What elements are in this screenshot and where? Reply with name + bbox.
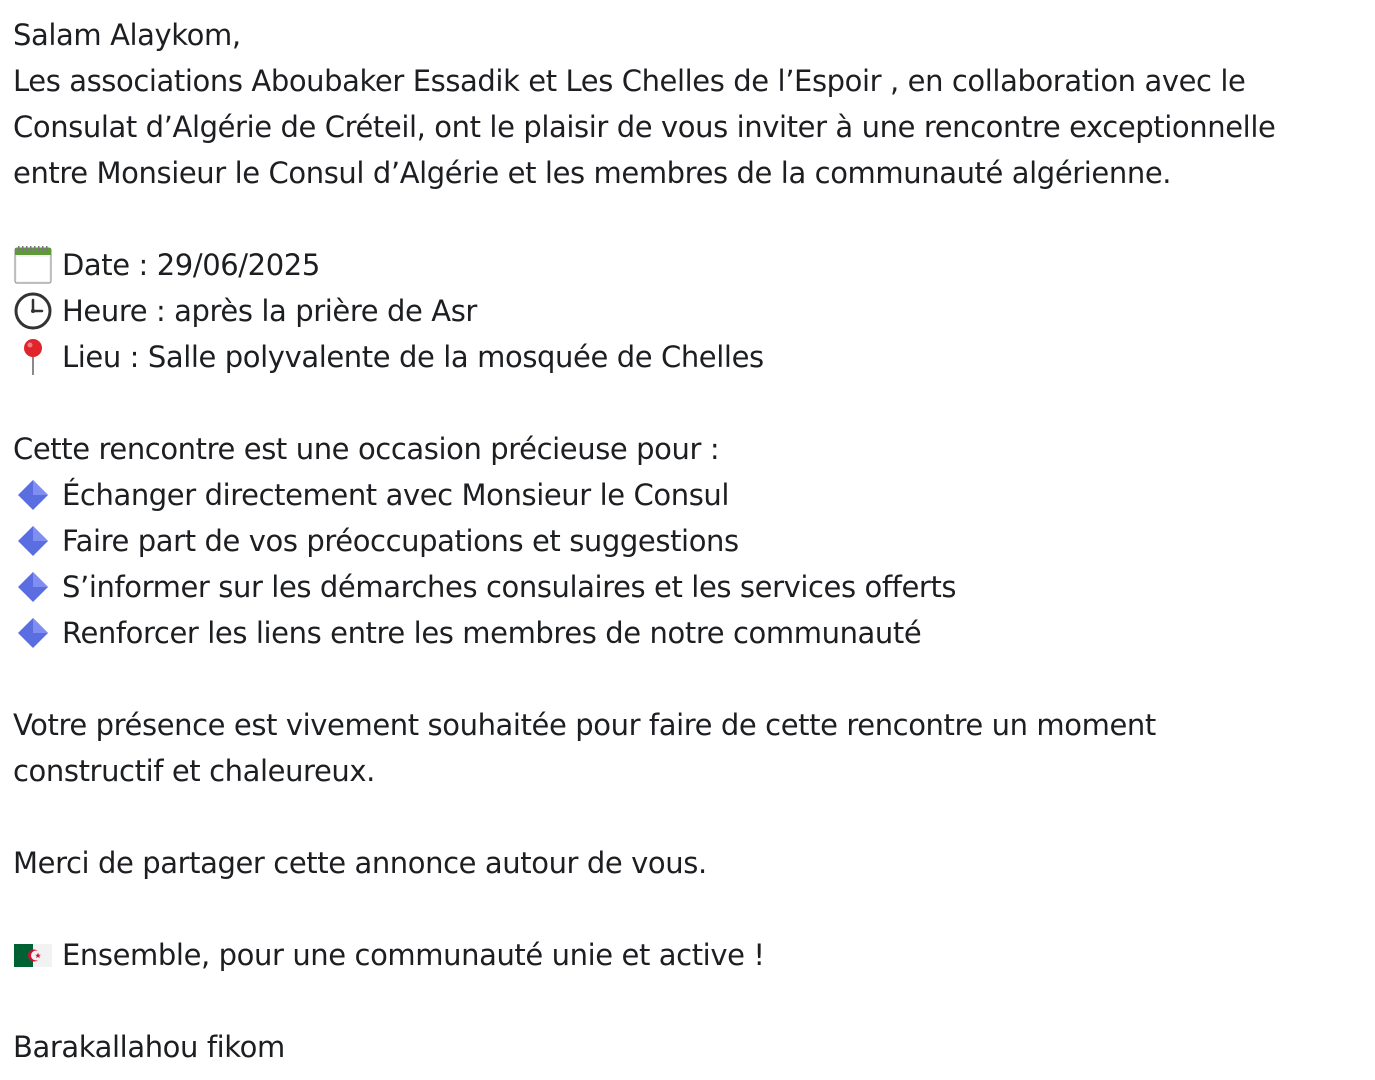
greeting: Salam Alaykom, — [13, 18, 241, 52]
calendar-icon — [13, 245, 53, 285]
share-request: Merci de partager cette annonce autour de vous. — [13, 846, 707, 880]
pin-icon — [13, 337, 53, 377]
clock-icon — [13, 291, 53, 331]
time-text: Heure : après la prière de Asr — [62, 294, 477, 328]
purpose-text: S’informer sur les démarches consulaires et les services offerts — [62, 570, 957, 604]
invitation-line-2: constructif et chaleureux. — [13, 754, 375, 788]
list-item — [13, 564, 1363, 610]
list-item — [13, 610, 1363, 656]
spacer — [13, 380, 1363, 426]
time-row — [13, 288, 1363, 334]
spacer — [13, 196, 1363, 242]
blue-diamond-icon — [13, 567, 53, 607]
intro-line-2: Consulat d’Algérie de Créteil, ont le plaisir de vous inviter à une rencontre exceptionnelle — [13, 110, 1276, 144]
slogan-row — [13, 932, 1363, 978]
spacer — [13, 656, 1363, 702]
slogan-text: Ensemble, pour une communauté unie et active ! — [62, 938, 765, 972]
intro-line-1: Les associations Aboubaker Essadik et Les Chelles de l’Espoir , en collaboration avec le — [13, 64, 1246, 98]
list-item — [13, 472, 1363, 518]
place-text: Lieu : Salle polyvalente de la mosquée de Chelles — [62, 340, 764, 374]
list-item — [13, 518, 1363, 564]
purpose-text: Renforcer les liens entre les membres de notre communauté — [62, 616, 922, 650]
closing: Barakallahou fikom — [13, 1030, 285, 1064]
purpose-text: Échanger directement avec Monsieur le Consul — [62, 478, 730, 512]
intro-line-3: entre Monsieur le Consul d’Algérie et les membres de la communauté algérienne. — [13, 156, 1172, 190]
date-row — [13, 242, 1363, 288]
blue-diamond-icon — [13, 521, 53, 561]
invitation-line-1: Votre présence est vivement souhaitée pour faire de cette rencontre un moment — [13, 708, 1156, 742]
post-body — [13, 12, 1363, 1070]
purpose-text: Faire part de vos préoccupations et suggestions — [62, 524, 739, 558]
spacer — [13, 978, 1363, 1024]
spacer — [13, 794, 1363, 840]
blue-diamond-icon — [13, 475, 53, 515]
algeria-flag-icon — [13, 935, 53, 975]
purpose-heading: Cette rencontre est une occasion précieuse pour : — [13, 432, 720, 466]
place-row — [13, 334, 1363, 380]
blue-diamond-icon — [13, 613, 53, 653]
date-text: Date : 29/06/2025 — [62, 248, 320, 282]
spacer — [13, 886, 1363, 932]
